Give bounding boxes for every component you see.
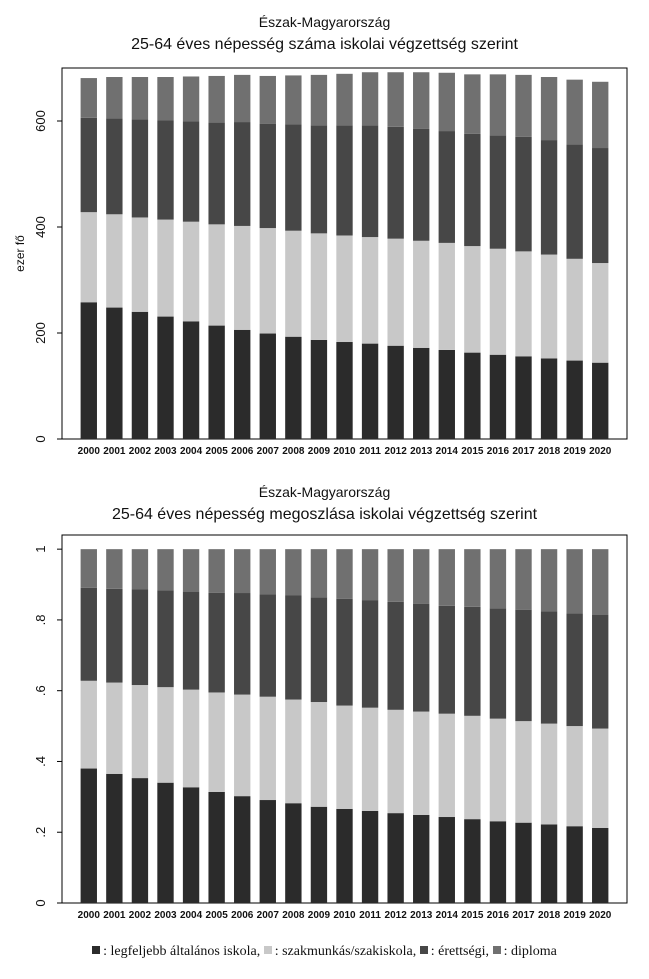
- chart0-bar-legfeljebb-2008: [285, 337, 301, 439]
- chart1-bar-diploma-2003: [157, 549, 173, 590]
- chart0-xtick-label: 2013: [410, 446, 433, 457]
- chart0-bar-diploma-2004: [183, 76, 199, 121]
- chart0-xtick-label: 2017: [512, 446, 535, 457]
- chart0-xtick-label: 2004: [179, 446, 203, 457]
- legend: [0, 944, 649, 960]
- chart0-bar-legfeljebb-2000: [81, 302, 97, 439]
- chart1-bar-diploma-2002: [132, 549, 148, 589]
- chart1-xtick-label: 2011: [359, 910, 381, 921]
- chart1-bar-legfeljebb-2000: [81, 769, 97, 903]
- chart1-bar-erettsegi-2000: [81, 588, 97, 681]
- chart1-bar-erettsegi-2015: [464, 607, 480, 716]
- chart1-bar-legfeljebb-2008: [285, 803, 301, 903]
- chart1-bar-diploma-2019: [566, 549, 582, 613]
- chart1-bar-legfeljebb-2013: [413, 815, 429, 903]
- chart1-bar-erettsegi-2009: [311, 597, 327, 702]
- chart1-bar-diploma-2020: [592, 549, 608, 614]
- chart0-bar-szakmunkas-2013: [413, 241, 429, 348]
- chart1-bar-szakmunkas-2013: [413, 712, 429, 815]
- chart1-bar-erettsegi-2007: [260, 594, 276, 696]
- chart0-bar-diploma-2011: [362, 72, 378, 125]
- legend-item-szakmunkas: [264, 944, 417, 959]
- chart1-bar-erettsegi-2010: [336, 599, 352, 706]
- chart1-bar-legfeljebb-2012: [387, 813, 403, 903]
- chart0-bar-legfeljebb-2010: [336, 342, 352, 439]
- chart0-bar-diploma-2005: [208, 76, 224, 123]
- chart1-bar-erettsegi-2008: [285, 596, 301, 700]
- chart1-xtick-label: 2017: [512, 910, 535, 921]
- chart2-title: 25-64 éves népesség megoszlása iskolai végzettség szerint: [111, 506, 538, 523]
- chart0-xtick-label: 2006: [231, 446, 254, 457]
- chart0-bar-szakmunkas-2005: [208, 224, 224, 325]
- chart0-bar-szakmunkas-2017: [515, 251, 531, 356]
- chart0-bar-szakmunkas-2006: [234, 226, 250, 330]
- chart0-bar-diploma-2006: [234, 75, 250, 122]
- chart1-bar-diploma-2006: [234, 549, 250, 593]
- chart0-bar-diploma-2013: [413, 72, 429, 129]
- chart1-bar-erettsegi-2001: [106, 589, 122, 683]
- chart0-bar-erettsegi-2003: [157, 120, 173, 219]
- chart0-bar-szakmunkas-2015: [464, 246, 480, 353]
- chart1-bar-diploma-2017: [515, 549, 531, 610]
- chart0-bar-erettsegi-2020: [592, 148, 608, 263]
- chart0-bar-szakmunkas-2001: [106, 214, 122, 307]
- chart1-xtick-label: 2004: [179, 910, 203, 921]
- chart0-bar-erettsegi-2017: [515, 137, 531, 251]
- legend-label-diploma: : diploma: [503, 944, 557, 959]
- chart1-bar-diploma-2013: [413, 549, 429, 603]
- chart1-bar-legfeljebb-2010: [336, 809, 352, 903]
- chart1-bar-legfeljebb-2019: [566, 826, 582, 903]
- chart1-bar-legfeljebb-2015: [464, 819, 480, 903]
- chart1-bar-diploma-2009: [311, 549, 327, 597]
- chart0-bar-szakmunkas-2012: [387, 239, 403, 346]
- chart0-bar-legfeljebb-2016: [490, 355, 506, 439]
- chart0-bar-erettsegi-2018: [541, 140, 557, 254]
- chart1-xtick-label: 2010: [333, 910, 356, 921]
- chart0-bar-legfeljebb-2006: [234, 330, 250, 439]
- chart0-bar-diploma-2003: [157, 77, 173, 120]
- legend-swatch-legfeljebb: [92, 946, 100, 954]
- chart0-bar-erettsegi-2015: [464, 134, 480, 246]
- chart1-bar-legfeljebb-2007: [260, 800, 276, 903]
- chart1-xtick-label: 2002: [128, 910, 152, 921]
- chart0-bar-legfeljebb-2018: [541, 358, 557, 439]
- chart1-bar-szakmunkas-2018: [541, 724, 557, 825]
- chart1-bar-legfeljebb-2020: [592, 828, 608, 903]
- chart0-bar-diploma-2015: [464, 74, 480, 133]
- chart1-bar-legfeljebb-2002: [132, 778, 148, 903]
- chart1-bar-szakmunkas-2012: [387, 710, 403, 813]
- chart1-bar-szakmunkas-2017: [515, 721, 531, 823]
- chart1-bar-legfeljebb-2016: [490, 821, 506, 903]
- chart0-bar-diploma-2019: [566, 80, 582, 145]
- chart1-bar-legfeljebb-2003: [157, 783, 173, 903]
- chart1-ytick-label: .4: [33, 756, 48, 767]
- chart0-bar-erettsegi-2004: [183, 122, 199, 222]
- chart1-bar-diploma-2001: [106, 549, 122, 589]
- chart1-xtick-label: 2016: [486, 910, 510, 921]
- chart0-xtick-label: 2020: [589, 446, 612, 457]
- chart1-bar-szakmunkas-2005: [208, 692, 224, 791]
- chart1-bar-szakmunkas-2016: [490, 719, 506, 822]
- chart0-xtick-label: 2015: [461, 446, 484, 457]
- chart1-bar-erettsegi-2006: [234, 593, 250, 695]
- legend-item-erettsegi: [420, 944, 489, 959]
- chart1-svg: [0, 0, 649, 470]
- chart1-bar-erettsegi-2002: [132, 589, 148, 685]
- chart0-bar-erettsegi-2007: [260, 124, 276, 228]
- chart0-bar-legfeljebb-2005: [208, 326, 224, 439]
- chart1-bar-legfeljebb-2005: [208, 792, 224, 903]
- chart0-bar-erettsegi-2008: [285, 124, 301, 231]
- chart1-bar-erettsegi-2018: [541, 611, 557, 723]
- chart1-bar-erettsegi-2019: [566, 614, 582, 727]
- chart1-bar-legfeljebb-2001: [106, 774, 122, 903]
- chart1-xtick-label: 2006: [231, 910, 254, 921]
- chart0-bar-diploma-2001: [106, 77, 122, 118]
- chart1-xtick-label: 2013: [410, 910, 433, 921]
- chart1-xtick-label: 2003: [154, 910, 177, 921]
- chart0-bar-szakmunkas-2008: [285, 231, 301, 337]
- chart0-bar-diploma-2009: [311, 75, 327, 125]
- chart1-xtick-label: 2015: [461, 910, 484, 921]
- legend-label-legfeljebb: : legfeljebb általános iskola,: [103, 944, 261, 959]
- chart1-bar-erettsegi-2004: [183, 592, 199, 690]
- chart0-bar-diploma-2007: [260, 76, 276, 124]
- chart0-xtick-label: 2019: [563, 446, 586, 457]
- chart0-xtick-label: 2007: [256, 446, 279, 457]
- chart1-bar-erettsegi-2020: [592, 615, 608, 729]
- chart0-bar-szakmunkas-2019: [566, 259, 582, 361]
- chart0-bar-legfeljebb-2017: [515, 356, 531, 439]
- legend-item-legfeljebb: [92, 944, 260, 959]
- chart1-bar-diploma-2011: [362, 549, 378, 600]
- chart1-ytick-label: .6: [33, 685, 48, 697]
- chart1-xtick-label: 2001: [103, 910, 126, 921]
- chart1-ytick-label: .2: [33, 826, 48, 838]
- chart0-xtick-label: 2002: [128, 446, 152, 457]
- chart1-bar-legfeljebb-2009: [311, 807, 327, 903]
- chart1-bar-legfeljebb-2004: [183, 787, 199, 903]
- legend-swatch-erettsegi: [420, 946, 428, 954]
- chart0-bar-diploma-2012: [387, 72, 403, 127]
- chart0-bar-erettsegi-2009: [311, 125, 327, 233]
- chart1-bar-diploma-2010: [336, 549, 352, 599]
- chart1-ytick-label: .8: [33, 614, 48, 626]
- chart0-bar-szakmunkas-2011: [362, 237, 378, 344]
- chart1-bar-szakmunkas-2008: [285, 700, 301, 804]
- chart1-bar-szakmunkas-2004: [183, 690, 199, 788]
- chart0-bar-erettsegi-2012: [387, 127, 403, 239]
- chart2-svg: [0, 470, 649, 930]
- chart1-title: 25-64 éves népesség száma iskolai végzettség szerint: [131, 36, 518, 53]
- chart0-bar-legfeljebb-2020: [592, 363, 608, 439]
- chart0-xtick-label: 2012: [384, 446, 407, 457]
- chart0-xtick-label: 2003: [154, 446, 177, 457]
- chart1-bar-szakmunkas-2020: [592, 729, 608, 828]
- chart0-bar-diploma-2002: [132, 77, 148, 119]
- chart0-ytick-label: 0: [33, 435, 48, 443]
- chart1-bar-legfeljebb-2014: [439, 817, 455, 903]
- chart0-bar-szakmunkas-2018: [541, 255, 557, 359]
- chart1-bar-legfeljebb-2018: [541, 824, 557, 903]
- chart1-xtick-label: 2020: [589, 910, 612, 921]
- chart0-xtick-label: 2018: [537, 446, 561, 457]
- chart0-bar-legfeljebb-2015: [464, 353, 480, 439]
- chart1-bar-diploma-2016: [490, 549, 506, 608]
- chart0-xtick-label: 2005: [205, 446, 228, 457]
- chart1-bar-szakmunkas-2009: [311, 702, 327, 807]
- chart0-bar-diploma-2008: [285, 75, 301, 124]
- chart0-bar-szakmunkas-2002: [132, 217, 148, 311]
- chart0-bar-erettsegi-2019: [566, 144, 582, 258]
- legend-item-diploma: [493, 944, 557, 959]
- chart0-bar-szakmunkas-2020: [592, 263, 608, 363]
- chart0-bar-diploma-2016: [490, 74, 506, 135]
- chart0-bar-erettsegi-2000: [81, 118, 97, 212]
- chart0-ytick-label: 400: [33, 216, 48, 238]
- chart0-bar-erettsegi-2006: [234, 122, 250, 226]
- chart1-bar-legfeljebb-2006: [234, 796, 250, 903]
- chart1-xtick-label: 2014: [435, 910, 458, 921]
- chart1-bar-szakmunkas-2003: [157, 687, 173, 783]
- chart0-bar-legfeljebb-2002: [132, 312, 148, 439]
- chart0-bar-diploma-2017: [515, 75, 531, 137]
- chart0-bar-erettsegi-2002: [132, 119, 148, 217]
- chart1-xtick-label: 2000: [77, 910, 100, 921]
- chart1-bar-erettsegi-2003: [157, 590, 173, 687]
- chart1-bar-szakmunkas-2015: [464, 716, 480, 819]
- chart1-bar-szakmunkas-2010: [336, 706, 352, 809]
- chart0-bar-erettsegi-2014: [439, 131, 455, 243]
- chart0-xtick-label: 2016: [486, 446, 510, 457]
- chart1-xtick-label: 2008: [282, 910, 305, 921]
- chart0-bar-szakmunkas-2004: [183, 222, 199, 322]
- chart0-bar-diploma-2018: [541, 77, 557, 140]
- chart0-bar-legfeljebb-2009: [311, 340, 327, 439]
- chart1-bar-diploma-2015: [464, 549, 480, 607]
- chart1-bar-szakmunkas-2001: [106, 683, 122, 774]
- chart1-region: Észak-Magyarország: [258, 14, 391, 30]
- chart0-xtick-label: 2008: [282, 446, 305, 457]
- chart1-xtick-label: 2018: [537, 910, 561, 921]
- chart0-bar-szakmunkas-2014: [439, 243, 455, 350]
- chart0-bar-szakmunkas-2010: [336, 235, 352, 342]
- chart0-bar-legfeljebb-2003: [157, 317, 173, 439]
- chart0-bar-legfeljebb-2011: [362, 344, 378, 439]
- chart0-bar-szakmunkas-2007: [260, 228, 276, 333]
- chart1-bar-legfeljebb-2017: [515, 823, 531, 903]
- chart1-bar-diploma-2014: [439, 549, 455, 606]
- chart0-bar-szakmunkas-2003: [157, 220, 173, 317]
- chart1-xtick-label: 2019: [563, 910, 586, 921]
- chart0-xtick-label: 2009: [307, 446, 331, 457]
- chart1-bar-szakmunkas-2007: [260, 697, 276, 800]
- chart1-bar-szakmunkas-2006: [234, 695, 250, 797]
- chart2-region: Észak-Magyarország: [258, 484, 391, 500]
- chart1-bar-erettsegi-2005: [208, 593, 224, 693]
- chart0-bar-erettsegi-2005: [208, 123, 224, 225]
- chart1-bar-erettsegi-2016: [490, 608, 506, 718]
- chart0-bar-szakmunkas-2000: [81, 212, 97, 302]
- chart0-bar-szakmunkas-2009: [311, 233, 327, 340]
- chart1-bar-erettsegi-2011: [362, 600, 378, 708]
- chart0-xtick-label: 2011: [359, 446, 381, 457]
- chart1-bar-szakmunkas-2011: [362, 708, 378, 811]
- chart1-bar-erettsegi-2017: [515, 610, 531, 721]
- chart0-xtick-label: 2014: [435, 446, 458, 457]
- chart1-bar-szakmunkas-2019: [566, 726, 582, 826]
- chart1-ytick-label: 0: [33, 899, 48, 907]
- chart1-bar-erettsegi-2012: [387, 602, 403, 710]
- chart0-xtick-label: 2010: [333, 446, 356, 457]
- chart0-bar-diploma-2014: [439, 73, 455, 131]
- chart0-bar-legfeljebb-2004: [183, 321, 199, 439]
- chart1-bar-diploma-2007: [260, 549, 276, 594]
- chart0-bar-legfeljebb-2001: [106, 308, 122, 439]
- chart1-bar-diploma-2008: [285, 549, 301, 595]
- legend-swatch-diploma: [493, 946, 501, 954]
- chart1-bar-diploma-2018: [541, 549, 557, 611]
- chart1-bar-diploma-2005: [208, 549, 224, 593]
- chart0-xtick-label: 2001: [103, 446, 126, 457]
- chart1-xtick-label: 2012: [384, 910, 407, 921]
- legend-label-szakmunkas: : szakmunkás/szakiskola,: [274, 944, 417, 959]
- chart0-bar-erettsegi-2001: [106, 118, 122, 214]
- chart0-bar-szakmunkas-2016: [490, 249, 506, 355]
- chart0-bar-diploma-2020: [592, 82, 608, 148]
- chart0-bar-legfeljebb-2012: [387, 346, 403, 439]
- chart0-bar-diploma-2010: [336, 74, 352, 125]
- chart0-ytick-label: 600: [33, 110, 48, 132]
- chart0-bar-erettsegi-2013: [413, 129, 429, 241]
- chart0-bar-legfeljebb-2014: [439, 350, 455, 439]
- chart0-bar-legfeljebb-2013: [413, 348, 429, 439]
- chart0-bar-erettsegi-2011: [362, 125, 378, 237]
- chart0-ytick-label: 200: [33, 322, 48, 344]
- chart0-bar-diploma-2000: [81, 78, 97, 118]
- legend-swatch-szakmunkas: [264, 946, 272, 954]
- chart0-bar-legfeljebb-2019: [566, 361, 582, 439]
- chart1-bar-erettsegi-2013: [413, 604, 429, 712]
- chart1-bar-legfeljebb-2011: [362, 811, 378, 903]
- chart0-ylabel: ezer fő: [13, 235, 27, 272]
- chart1-bar-erettsegi-2014: [439, 606, 455, 714]
- chart0-xtick-label: 2000: [77, 446, 100, 457]
- chart1-bar-szakmunkas-2014: [439, 714, 455, 817]
- chart1-bar-diploma-2004: [183, 549, 199, 591]
- chart0-bar-legfeljebb-2007: [260, 334, 276, 439]
- chart1-xtick-label: 2007: [256, 910, 279, 921]
- chart1-ytick-label: 1: [33, 545, 48, 553]
- chart1-xtick-label: 2005: [205, 910, 228, 921]
- chart1-bar-szakmunkas-2000: [81, 681, 97, 769]
- chart0-bar-erettsegi-2016: [490, 135, 506, 248]
- chart0-bar-erettsegi-2010: [336, 125, 352, 235]
- chart1-bar-szakmunkas-2002: [132, 685, 148, 778]
- chart1-xtick-label: 2009: [307, 910, 331, 921]
- chart1-bar-diploma-2012: [387, 549, 403, 602]
- legend-label-erettsegi: : érettségi,: [430, 944, 490, 959]
- chart1-bar-diploma-2000: [81, 549, 97, 588]
